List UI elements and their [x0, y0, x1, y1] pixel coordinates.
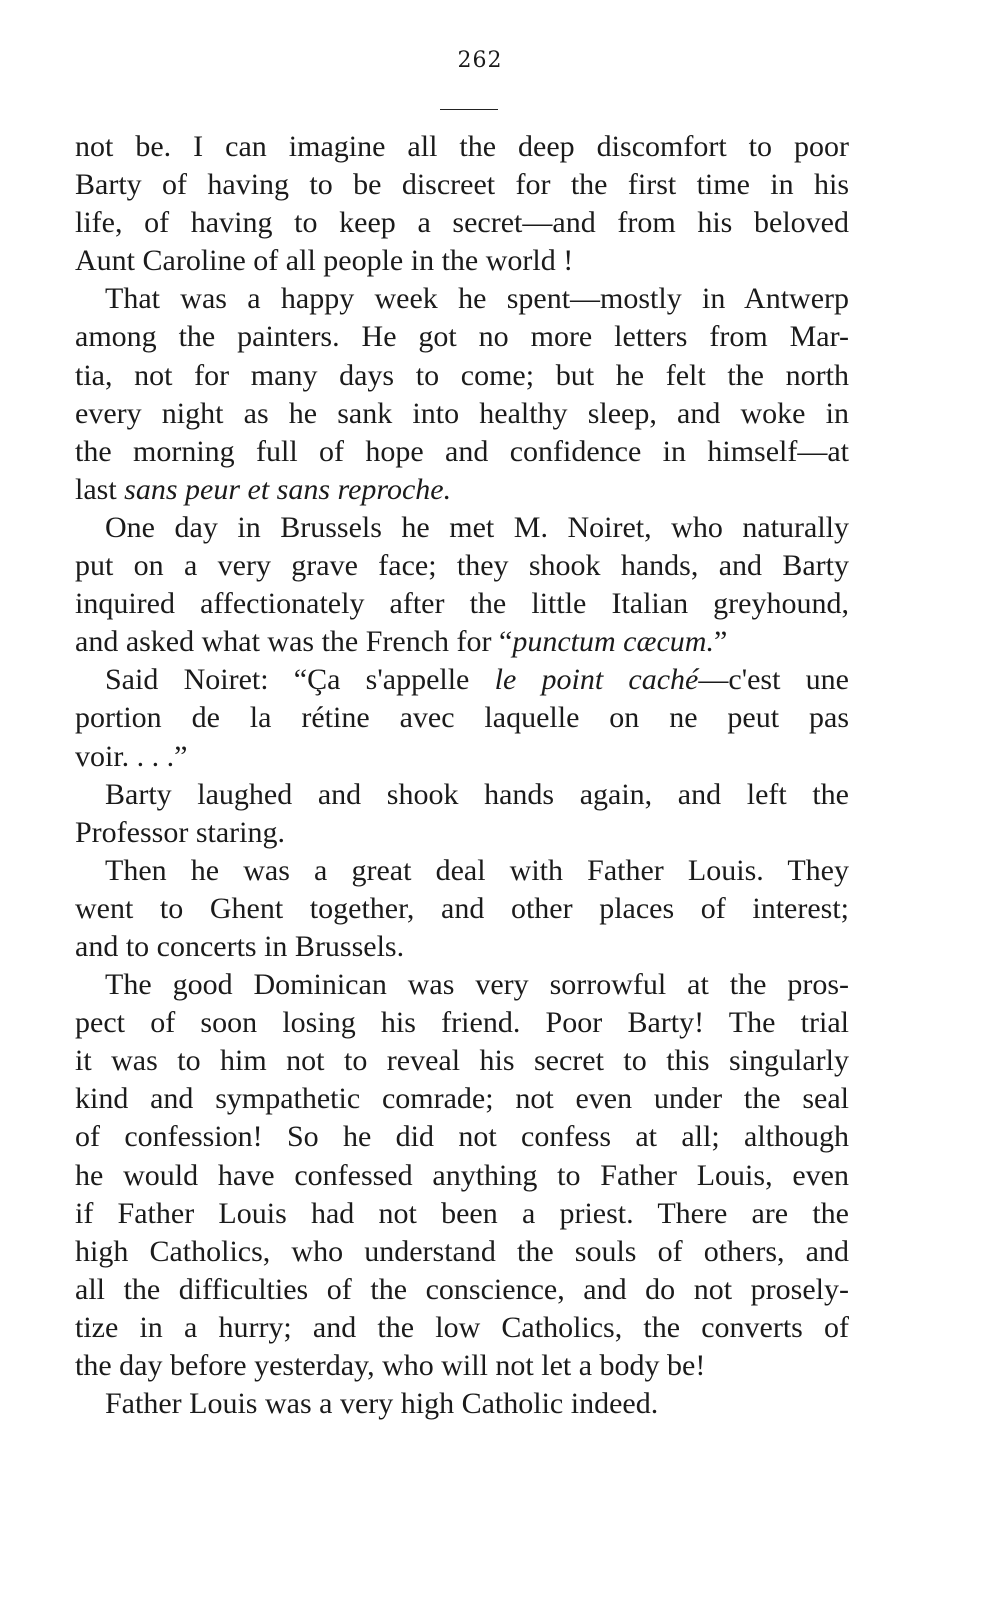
text-line: That was a happy week he spent—mostly in Antwerp	[105, 282, 849, 316]
text-line: the morning full of hope and confidence in himself—at	[75, 434, 849, 468]
text-line: voir. . . .”	[75, 739, 188, 773]
text-line: The good Dominican was very sorrowful at the pros-	[105, 968, 849, 1002]
text-line: of confession! So he did not confess at all; although	[75, 1120, 849, 1154]
text-line: high Catholics, who understand the souls of others, and	[75, 1234, 849, 1268]
text-line: and to concerts in Brussels.	[75, 929, 405, 963]
text-line: among the painters. He got no more letters from Mar-	[75, 320, 849, 354]
text-line: Aunt Caroline of all people in the world !	[75, 244, 574, 278]
body-text	[75, 128, 849, 1423]
text-line: he would have confessed anything to Father Louis, even	[75, 1158, 849, 1192]
italic-text: sans peur et sans reproche.	[124, 472, 452, 506]
text-line: Barty laughed and shook hands again, and left the	[105, 777, 849, 811]
text-line: Father Louis was a very high Catholic indeed.	[105, 1387, 659, 1421]
text-line: inquired affectionately after the little Italian greyhound,	[75, 587, 849, 621]
text-line: tia, not for many days to come; but he felt the north	[75, 358, 849, 392]
text-line: Barty of having to be discreet for the first time in his	[75, 168, 849, 202]
italic-text: le point caché	[494, 663, 699, 697]
text-line: tize in a hurry; and the low Catholics, the converts of	[75, 1310, 849, 1344]
header-rule	[440, 109, 498, 110]
text-line: and asked what was the French for “punctum cæcum.”	[75, 625, 728, 659]
page-number: 262	[457, 48, 503, 73]
text-line: pect of soon losing his friend. Poor Barty! The trial	[75, 1006, 849, 1040]
text-line: the day before yesterday, who will not let a body be!	[75, 1349, 706, 1382]
text-line: Professor staring.	[75, 815, 285, 849]
text-line: Then he was a great deal with Father Louis. They	[105, 853, 849, 887]
text-line: every night as he sank into healthy sleep, and woke in	[75, 396, 849, 430]
italic-text: punctum cæcum.	[512, 625, 714, 659]
text-line: portion de la rétine avec laquelle on ne peut pas	[75, 701, 849, 735]
text-line: put on a very grave face; they shook hands, and Barty	[75, 549, 849, 583]
text-line: not be. I can imagine all the deep discomfort to poor	[75, 130, 849, 163]
text-line: if Father Louis had not been a priest. There are the	[75, 1196, 849, 1230]
text-line: One day in Brussels he met M. Noiret, who naturally	[105, 510, 849, 544]
text-line: all the difficulties of the conscience, and do not prosely-	[75, 1272, 849, 1306]
text-line: kind and sympathetic comrade; not even under the seal	[75, 1082, 849, 1116]
text-line: Said Noiret: “Ça s'appelle le point caché—c'est une	[105, 663, 849, 697]
text-line: it was to him not to reveal his secret to this singularly	[75, 1044, 849, 1078]
text-line: last sans peur et sans reproche.	[75, 472, 452, 506]
text-line: went to Ghent together, and other places of interest;	[75, 891, 849, 925]
text-line: life, of having to keep a secret—and from his beloved	[75, 206, 849, 240]
